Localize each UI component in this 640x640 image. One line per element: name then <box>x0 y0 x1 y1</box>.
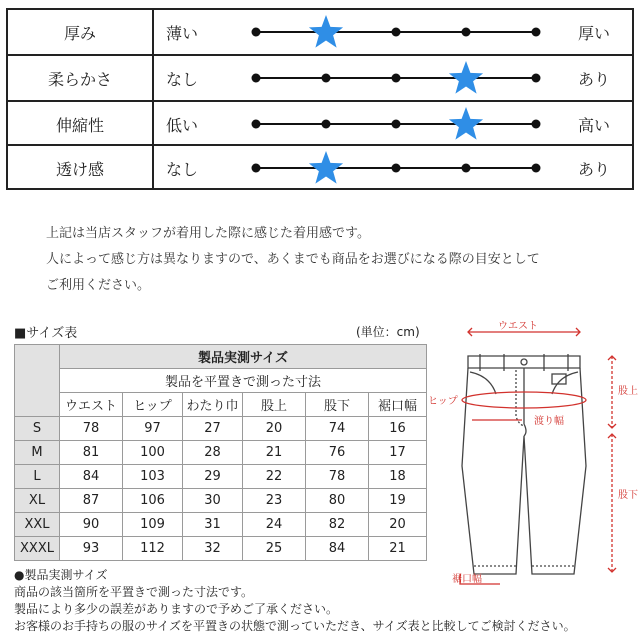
table-cell: 93 <box>60 537 123 561</box>
scale-dot <box>462 164 471 173</box>
right-pocket <box>552 372 578 394</box>
size-subtitle: 製品を平置きで測った寸法 <box>60 369 427 393</box>
feel-attribute: 透け感 <box>8 146 154 190</box>
note-line: ご利用ください。 <box>46 278 151 293</box>
feel-row-sheerness <box>8 144 632 190</box>
scale-dot <box>322 74 331 83</box>
feel-row-softness <box>8 54 632 100</box>
feel-high-label: 厚い <box>578 23 611 43</box>
size-group-title: 製品実測サイズ <box>60 345 427 369</box>
scale-dot <box>462 28 471 37</box>
footnote-line: 商品の該当箇所を平置きで測った寸法です。 <box>14 585 254 599</box>
column-header: ヒップ <box>123 393 183 417</box>
table-cell: 84 <box>306 537 369 561</box>
column-header: わたり巾 <box>183 393 243 417</box>
size-label: XXXL <box>15 537 60 561</box>
table-row <box>15 465 427 489</box>
table-cell: 19 <box>369 489 427 513</box>
feel-table <box>6 8 634 190</box>
table-cell: 32 <box>183 537 243 561</box>
feel-row-stretch <box>8 100 632 146</box>
scale-dot <box>252 74 261 83</box>
scale-dot <box>392 74 401 83</box>
table-cell: 30 <box>183 489 243 513</box>
table-cell: 23 <box>243 489 306 513</box>
note-line: 人によって感じ方は異なりますので、あくまでも商品をお選びになる際の目安として <box>46 252 540 267</box>
feel-scale <box>8 146 632 190</box>
table-cell: 27 <box>183 417 243 441</box>
size-label: XXL <box>15 513 60 537</box>
waist-label: ウエスト <box>498 321 538 332</box>
size-label: S <box>15 417 60 441</box>
column-header: 股下 <box>306 393 369 417</box>
scale-dot <box>532 164 541 173</box>
table-row <box>15 417 427 441</box>
scale-dot <box>532 120 541 129</box>
table-cell: 20 <box>369 513 427 537</box>
scale-dot <box>392 28 401 37</box>
scale-dot <box>392 164 401 173</box>
table-cell: 24 <box>243 513 306 537</box>
size-corner-cell <box>15 345 60 417</box>
left-pocket <box>470 372 496 394</box>
size-label: L <box>15 465 60 489</box>
table-cell: 81 <box>60 441 123 465</box>
fly-stitch <box>516 370 524 426</box>
table-cell: 29 <box>183 465 243 489</box>
inseam-label: 股下 <box>618 490 638 501</box>
scale-dot <box>532 28 541 37</box>
feel-high-label: 高い <box>578 115 611 135</box>
rating-star-icon <box>449 61 483 94</box>
table-row <box>15 537 427 561</box>
table-cell: 97 <box>123 417 183 441</box>
button-icon <box>521 359 527 365</box>
waistband-outline <box>468 356 580 368</box>
table-cell: 28 <box>183 441 243 465</box>
scale-dot <box>532 74 541 83</box>
hip-label: ヒップ <box>428 396 458 407</box>
table-cell: 106 <box>123 489 183 513</box>
feel-scale <box>8 56 632 100</box>
note-line: 上記は当店スタッフが着用した際に感じた着用感です。 <box>46 226 370 241</box>
fly-line <box>524 368 526 436</box>
table-cell: 112 <box>123 537 183 561</box>
feel-scale <box>8 10 632 54</box>
table-cell: 109 <box>123 513 183 537</box>
feel-low-label: 薄い <box>166 23 199 43</box>
feel-high-label: あり <box>578 69 611 89</box>
table-cell: 17 <box>369 441 427 465</box>
feel-attribute: 伸縮性 <box>8 102 154 146</box>
column-header: 裾口幅 <box>369 393 427 417</box>
feel-attribute: 柔らかさ <box>8 56 154 100</box>
unit-label: (単位：cm) <box>356 325 420 339</box>
pants-diagram <box>424 316 638 588</box>
footnote-line: お客様のお手持ちの服のサイズを平置きの状態で測っていただき、サイズ表と比較してご検討ください。 <box>14 619 576 633</box>
scale-dot <box>252 164 261 173</box>
thigh-label: 渡り幅 <box>534 416 564 427</box>
table-cell: 25 <box>243 537 306 561</box>
table-cell: 74 <box>306 417 369 441</box>
table-cell: 103 <box>123 465 183 489</box>
feel-row-thickness <box>8 10 632 54</box>
rating-star-icon <box>309 15 343 48</box>
scale-dot <box>252 120 261 129</box>
scale-dot <box>252 28 261 37</box>
rating-star-icon <box>449 107 483 140</box>
table-cell: 22 <box>243 465 306 489</box>
size-table-heading: ■サイズ表 <box>14 326 78 341</box>
rise-label: 股上 <box>618 386 638 397</box>
table-cell: 21 <box>369 537 427 561</box>
footnote-line: 製品により多少の誤差がありますので予めご了承ください。 <box>14 602 339 616</box>
table-cell: 78 <box>306 465 369 489</box>
table-cell: 21 <box>243 441 306 465</box>
table-cell: 80 <box>306 489 369 513</box>
table-cell: 16 <box>369 417 427 441</box>
column-header: 股上 <box>243 393 306 417</box>
footnote-line: ●製品実測サイズ <box>14 568 108 582</box>
table-cell: 78 <box>60 417 123 441</box>
feel-high-label: あり <box>578 159 611 179</box>
feel-low-label: なし <box>166 69 199 89</box>
feel-low-label: なし <box>166 159 199 179</box>
table-cell: 90 <box>60 513 123 537</box>
size-label: M <box>15 441 60 465</box>
table-cell: 82 <box>306 513 369 537</box>
table-row <box>15 441 427 465</box>
table-cell: 31 <box>183 513 243 537</box>
table-cell: 87 <box>60 489 123 513</box>
size-label: XL <box>15 489 60 513</box>
table-cell: 18 <box>369 465 427 489</box>
scale-dot <box>322 120 331 129</box>
feel-scale <box>8 102 632 146</box>
feel-low-label: 低い <box>166 115 199 135</box>
column-header: ウエスト <box>60 393 123 417</box>
table-cell: 76 <box>306 441 369 465</box>
table-cell: 84 <box>60 465 123 489</box>
table-row <box>15 513 427 537</box>
scale-dot <box>392 120 401 129</box>
feel-attribute: 厚み <box>8 10 154 54</box>
hem-label: 裾口幅 <box>452 574 482 585</box>
size-table <box>14 344 427 561</box>
table-cell: 20 <box>243 417 306 441</box>
table-row <box>15 489 427 513</box>
table-cell: 100 <box>123 441 183 465</box>
rating-star-icon <box>309 151 343 184</box>
